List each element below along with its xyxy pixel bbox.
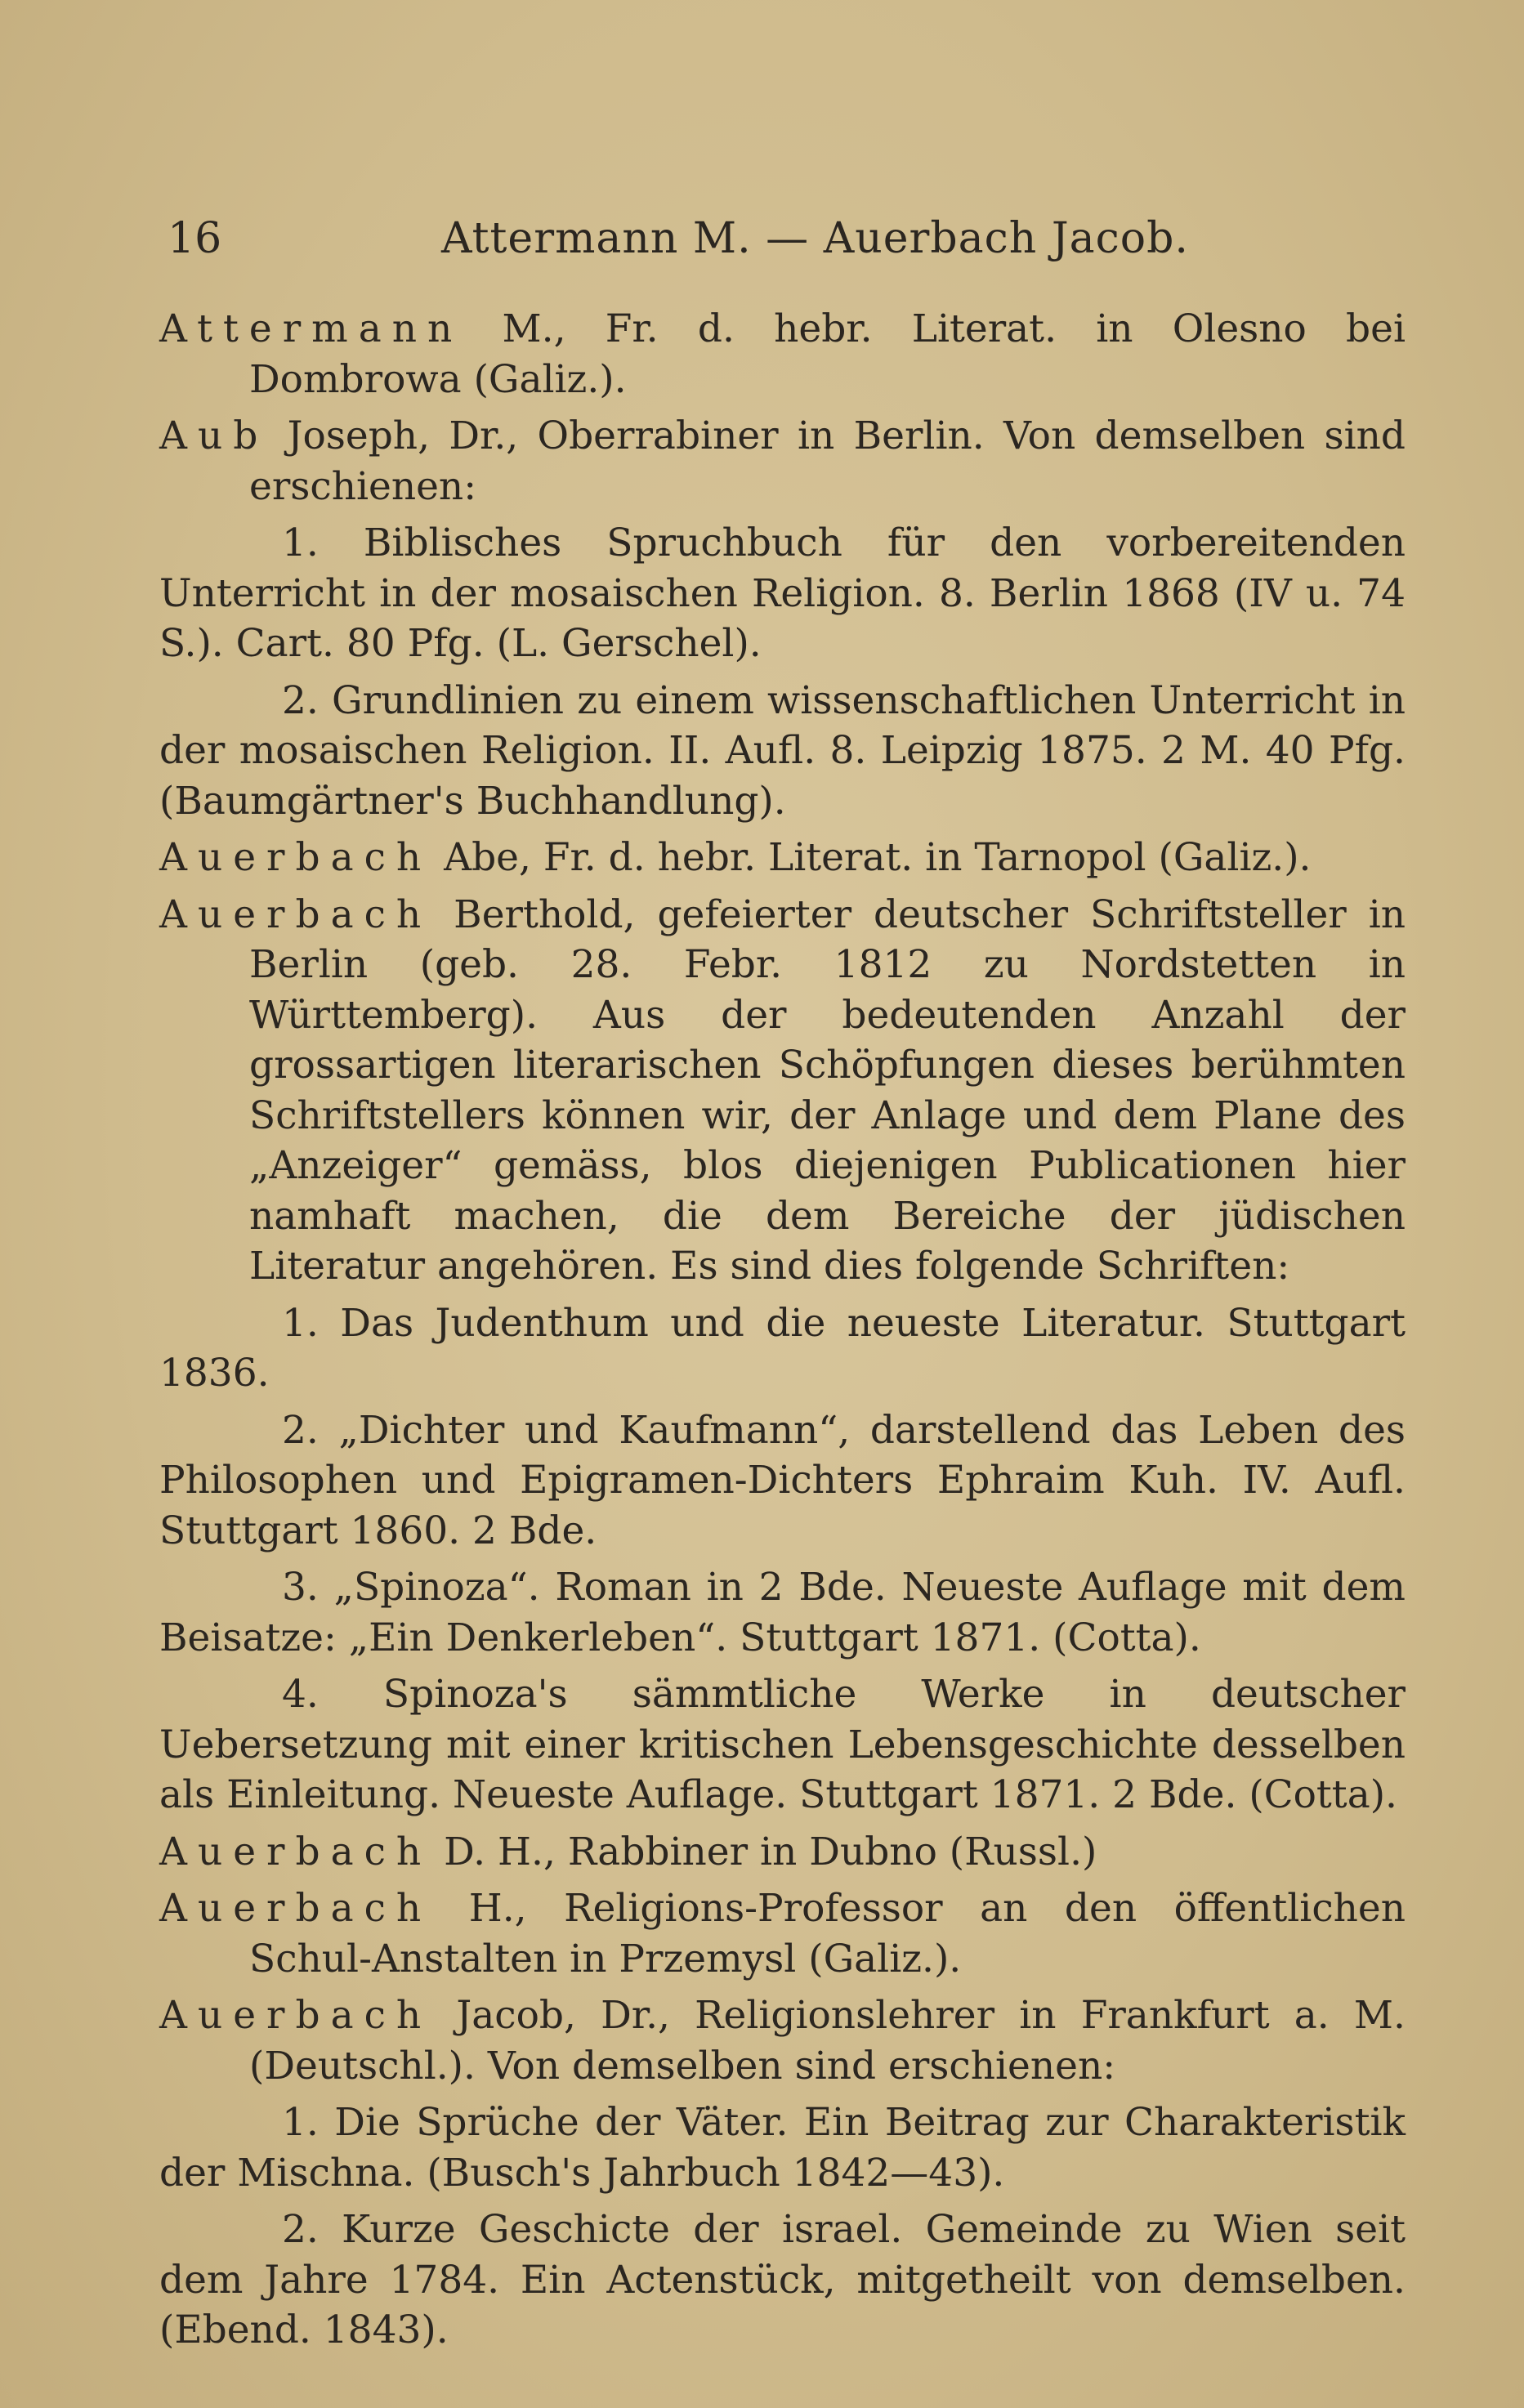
publication-item: 1. Biblisches Spruchbuch für den vorbereitenden Unterricht in der mosaischen Religion. 8. Berlin 1868 (IV u. 74 S.). Cart. 80 Pfg. (L. Gerschel). — [159, 520, 1406, 666]
page-header — [168, 214, 1410, 271]
entry-auerbach-dh — [159, 1827, 1406, 1878]
entry-text: H., Religions-Professor an den öffentlichen Schul-Anstalten in Przemysl (Galiz.). — [249, 1886, 1406, 1981]
entry-name: Attermann — [159, 306, 463, 351]
entry-name: Auerbach — [159, 1829, 432, 1874]
publication-item: 3. „Spinoza“. Roman in 2 Bde. Neueste Auflage mit dem Beisatze: „Ein Denkerleben“. Stuttgart 1871. (Cotta). — [159, 1565, 1406, 1660]
running-head: Attermann M. — Auerbach Jacob. — [441, 214, 1189, 263]
entry-text: Joseph, Dr., Oberrabiner in Berlin. Von demselben sind erschienen: — [249, 413, 1406, 509]
entry-text: M., Fr. d. hebr. Literat. in Olesno bei Dombrowa (Galiz.). — [249, 306, 1406, 402]
text-block — [159, 304, 1406, 2356]
entry-text: Berthold, gefeierter deutscher Schriftsteller in Berlin (geb. 28. Febr. 1812 zu Nordstetten in Württemberg). Aus der bedeutenden Anzahl der grossartigen literarischen Schöpfungen dieses berühmten Schriftstellers können wir, der Anlage und dem Plane des „Anzeiger“ gemäss, blos diejenigen Publicationen hier namhaft machen, die dem Bereiche der jüdischen Literatur angehören. Es sind dies folgende Schriften: — [249, 891, 1406, 1289]
entry-text: Abe, Fr. d. hebr. Literat. in Tarnopol (Galiz.). — [431, 835, 1312, 880]
entry-name: Auerbach — [159, 1886, 432, 1931]
publication-item: 2. Grundlinien zu einem wissenschaftlichen Unterricht in der mosaischen Religion. II. Aufl. 8. Leipzig 1875. 2 M. 40 Pfg. (Baumgärtner's Buchhandlung). — [159, 677, 1406, 824]
entry-name: Auerbach — [159, 1993, 432, 2038]
entry-name: Auerbach — [159, 835, 432, 880]
entry-text: Jacob, Dr., Religionslehrer in Frankfurt a. M. (Deutschl.). Von demselben sind erschienen: — [249, 1993, 1406, 2089]
entry-name: Aub — [159, 413, 269, 458]
entry-name: Auerbach — [159, 891, 432, 937]
entry-auerbach-abe — [159, 833, 1406, 883]
entry-auerbach-h — [159, 1883, 1406, 1984]
page-number: 16 — [168, 214, 222, 263]
entry-auerbach-berthold — [159, 890, 1406, 1292]
entry-auerbach-jacob — [159, 1990, 1406, 2091]
publication-item: 2. „Dichter und Kaufmann“, darstellend das Leben des Philosophen und Epigramen-Dichters Ephraim Kuh. IV. Aufl. Stuttgart 1860. 2 Bde. — [159, 1407, 1406, 1553]
entry-aub — [159, 411, 1406, 512]
publication-item: 2. Kurze Geschicte der israel. Gemeinde zu Wien seit dem Jahre 1784. Ein Actenstück, mitgetheilt von demselben. (Ebend. 1843). — [159, 2207, 1406, 2352]
entry-text: D. H., Rabbiner in Dubno (Russl.) — [431, 1829, 1097, 1874]
entry-attermann — [159, 304, 1406, 404]
publication-item: 1. Das Judenthum und die neueste Literatur. Stuttgart 1836. — [159, 1300, 1406, 1396]
publication-item: 4. Spinoza's sämmtliche Werke in deutscher Uebersetzung mit einer kritischen Lebensgeschichte desselben als Einleitung. Neueste Auflage. Stuttgart 1871. 2 Bde. (Cotta). — [159, 1672, 1406, 1817]
publication-item: 1. Die Sprüche der Väter. Ein Beitrag zur Charakteristik der Mischna. (Busch's Jahrbuch 1842—43). — [159, 2100, 1406, 2196]
